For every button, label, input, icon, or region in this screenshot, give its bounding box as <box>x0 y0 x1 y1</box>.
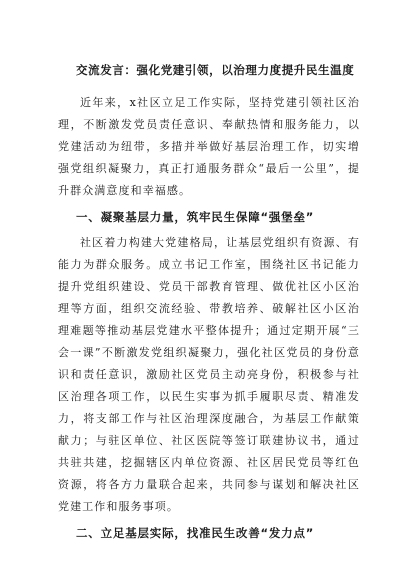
section-heading-2: 二、立足基层实际，找准民生改善“发力点” <box>76 526 315 540</box>
document-title: 交流发言：强化党建引领，以治理力度提升民生温度 <box>76 63 355 77</box>
section-1-paragraph: 社区着力构建大党建格局，让基层党组织有资源、有能力为群众服务。成立书记工作室，围绕社区书记能力提升党组织建设、党员干部教育管理、做优社区小区治理等方面，组织交流经验、带教培养、破解社区小区治理难题等推动基层党建水平整体提升；通过定期开展“三会一课”不断激发党组织凝聚力，强化社区党员的身份意识和责任意识，激励社区党员主动亮身份，积极参与社区治理各项工作，以民生实事为抓手履职尽责、精准发力，将支部工作与社区治理深度融合，为基层工作献策献力；与驻区单位、社区医院等签订联建协议书，通过共驻共建，挖掘辖区内单位资源、社区居民党员等红色资源，将各方力量联合起来，共同参与谋划和解决社区党建工作和服务事项。 <box>58 236 360 513</box>
intro-paragraph: 近年来，x社区立足工作实际，坚持党建引领社区治理，不断激发党员责任意识、奉献热情和服务能力，以党建活动为纽带，多措并举做好基层治理工作，切实增强党组织凝聚力，真正打通服务群众“最后一公里”，提升群众满意度和幸福感。 <box>58 96 360 197</box>
section-heading-1: 一、凝聚基层力量，筑牢民生保障“强堡垒” <box>76 210 315 224</box>
